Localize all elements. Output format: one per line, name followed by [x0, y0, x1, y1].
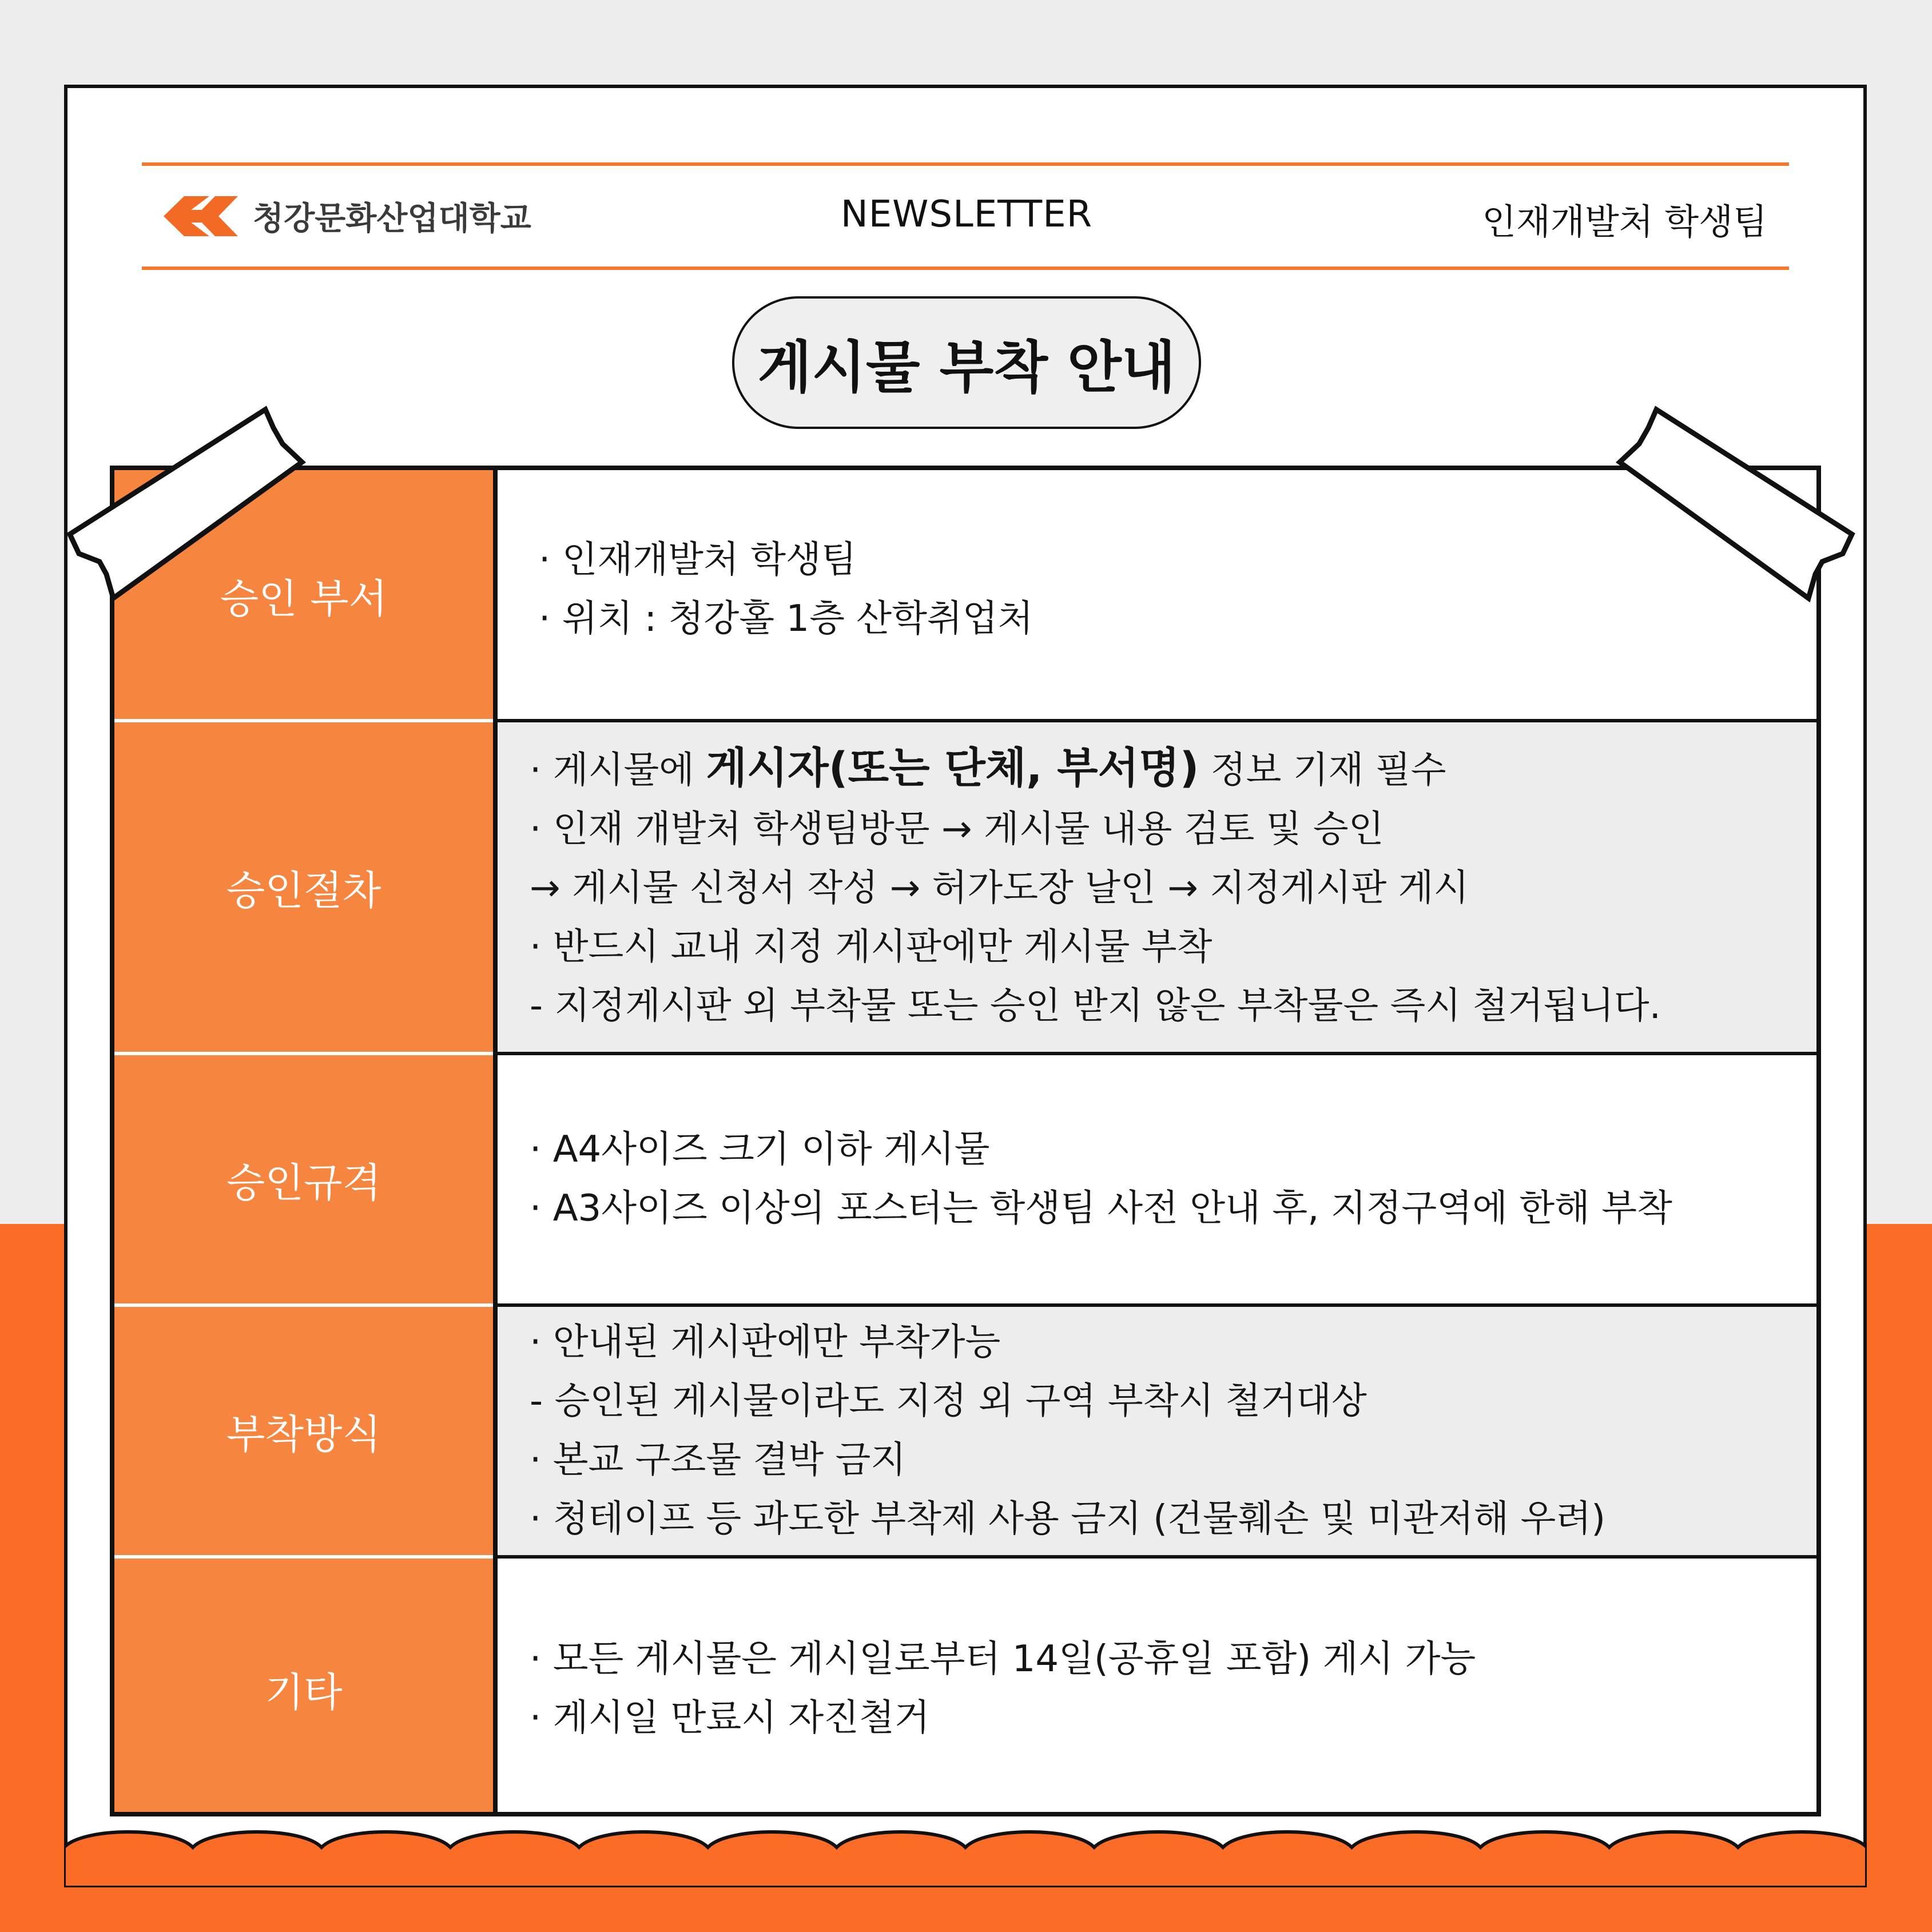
- header-bottom-rule: [142, 267, 1789, 270]
- table-row: [114, 721, 1816, 1054]
- table-row: [114, 1305, 1816, 1557]
- row-content: [498, 1305, 1816, 1557]
- row-content: [498, 721, 1816, 1054]
- row-divider: [114, 1555, 493, 1559]
- list-item: · 안내된 게시판에만 부착가능: [530, 1321, 1001, 1363]
- row-divider: [498, 1052, 1816, 1055]
- table-row: [114, 1557, 1816, 1816]
- list-item-prefix: · 게시물에: [530, 749, 706, 792]
- list-item: · 본교 구조물 결박 금지: [530, 1439, 907, 1481]
- row-content: [498, 1557, 1816, 1816]
- university-name: 청강문화산업대학교: [253, 200, 531, 237]
- list-item: - 승인된 게시물이라도 지정 외 구역 부착시 철거대상: [530, 1380, 1367, 1422]
- list-item: · 반드시 교내 지정 게시판에만 게시물 부착: [530, 925, 1213, 968]
- row-divider: [114, 1052, 493, 1055]
- newsletter-label: NEWSLETTER: [840, 193, 1093, 236]
- table-row: [114, 1054, 1816, 1305]
- department-name: 인재개발처 학생팀: [1482, 201, 1767, 243]
- list-item: [530, 739, 1816, 800]
- row-divider: [114, 1303, 493, 1307]
- row-label: 기타: [265, 1668, 343, 1716]
- list-item: → 게시물 신청서 작성 → 허가도장 날인 → 지정게시판 게시: [530, 866, 1469, 909]
- list-item-suffix: 정보 기재 필수: [1199, 749, 1446, 792]
- list-item: · 청테이프 등 과도한 부착제 사용 금지 (건물훼손 및 미관저해 우려): [530, 1498, 1606, 1540]
- list-item: · 모든 게시물은 게시일로부터 14일(공휴일 포함) 게시 가능: [530, 1638, 1476, 1680]
- row-label: 승인절차: [226, 866, 381, 914]
- list-item: · 인재 개발처 학생팀방문 → 게시물 내용 검토 및 승인: [530, 808, 1384, 850]
- row-content: [498, 1054, 1816, 1305]
- list-item: · 게시일 만료시 자진철거: [530, 1697, 930, 1739]
- tape-right-icon: [1601, 395, 1865, 623]
- list-item: - 지정게시판 외 부착물 또는 승인 받지 않은 부착물은 즉시 철거됩니다.: [530, 984, 1661, 1027]
- university-logo: [159, 190, 531, 242]
- tape-left-icon: [57, 395, 320, 623]
- list-item: · 위치 : 청강홀 1층 산학취업처: [539, 598, 1033, 640]
- table-row: [114, 470, 1816, 721]
- row-label: 승인 부서: [220, 575, 388, 622]
- info-table: [110, 466, 1821, 1816]
- list-item: · A4사이즈 크기 이하 게시물: [530, 1128, 990, 1171]
- row-divider: [498, 719, 1816, 722]
- list-item: · 인재개발처 학생팀: [539, 539, 857, 581]
- page-title: 게시물 부착 안내: [732, 296, 1201, 429]
- row-divider: [498, 1303, 1816, 1307]
- header-top-rule: [142, 162, 1789, 166]
- row-label: 승인규격: [226, 1159, 381, 1206]
- list-item-emphasis: 게시자(또는 단체, 부서명): [706, 743, 1199, 793]
- list-item: · A3사이즈 이상의 포스터는 학생팀 사전 안내 후, 지정구역에 한해 부착: [530, 1187, 1672, 1230]
- row-divider: [498, 1555, 1816, 1559]
- row-label: 부착방식: [226, 1410, 381, 1458]
- ck-logo-icon: [159, 190, 245, 242]
- paper-wavy-edge: [64, 1819, 1867, 1887]
- row-divider: [114, 719, 493, 722]
